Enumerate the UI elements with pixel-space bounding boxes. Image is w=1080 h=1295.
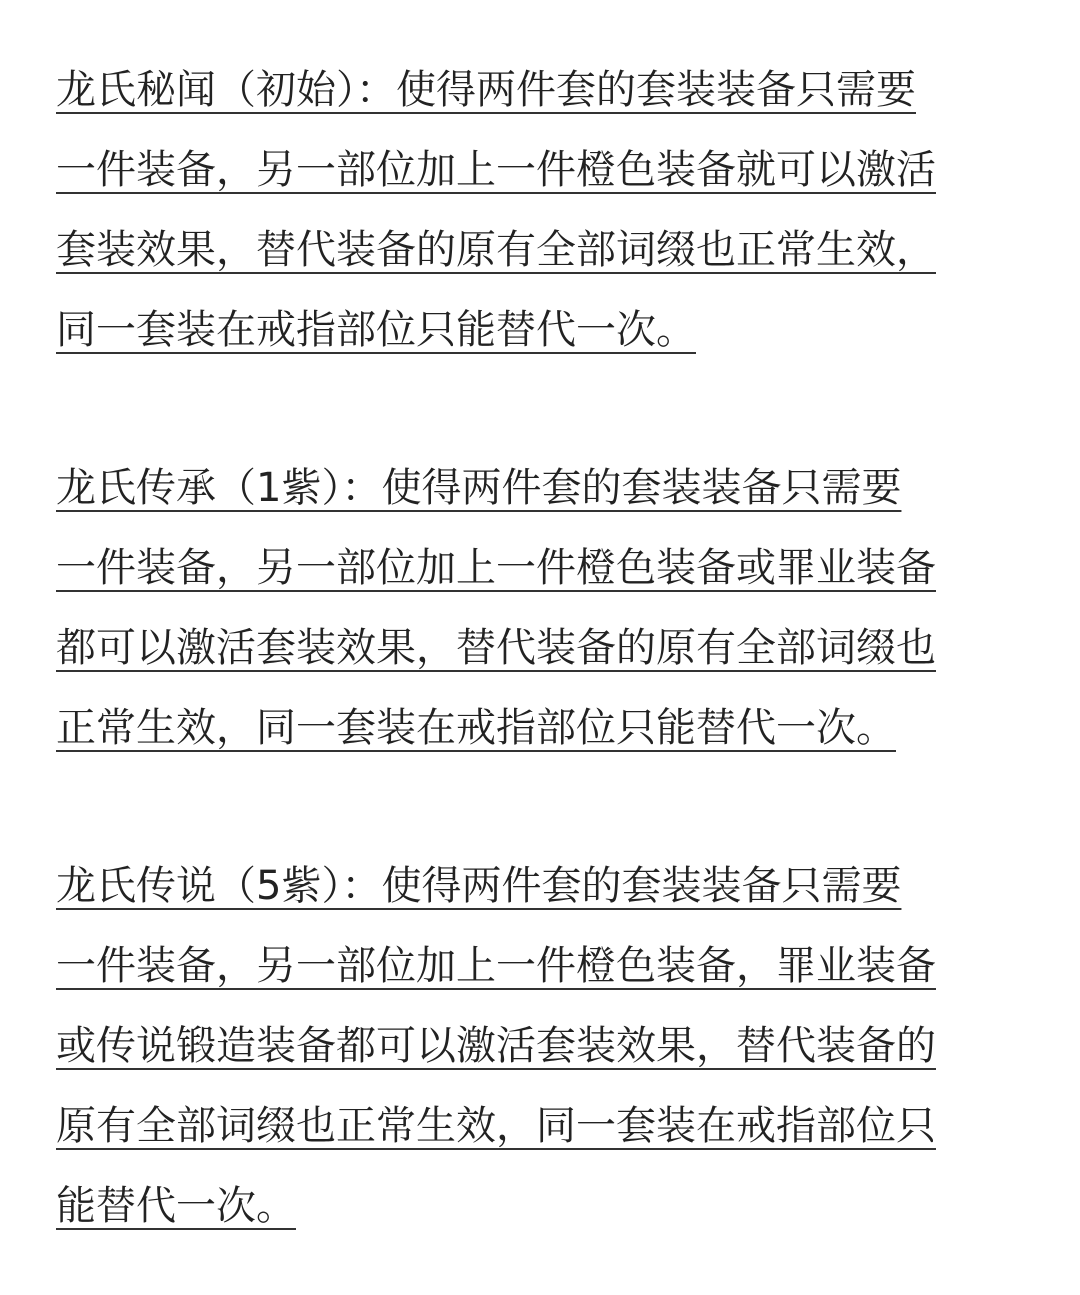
text-line: 原有全部词缀也正常生效，同一套装在戒指部位只 [56, 1103, 936, 1149]
text-line: 正常生效，同一套装在戒指部位只能替代一次。 [56, 705, 896, 751]
text-line: 一件装备，另一部位加上一件橙色装备就可以激活 [56, 147, 936, 193]
text-line: 一件装备，另一部位加上一件橙色装备，罪业装备 [56, 943, 936, 989]
paragraph-longshi-chuancheng [56, 448, 1028, 768]
text-line: 能替代一次。 [56, 1183, 296, 1229]
paragraph-longshi-chuanshuo [56, 846, 1028, 1246]
paragraph-longshi-mimen [56, 50, 1028, 370]
text-line: 一件装备，另一部位加上一件橙色装备或罪业装备 [56, 545, 936, 591]
text-line: 都可以激活套装效果，替代装备的原有全部词缀也 [56, 625, 936, 671]
text-line: 或传说锻造装备都可以激活套装效果，替代装备的 [56, 1023, 936, 1069]
text-line: 龙氏传说（5紫）：使得两件套的套装装备只需要 [56, 863, 902, 909]
text-line: 龙氏秘闻（初始）：使得两件套的套装装备只需要 [56, 67, 916, 113]
text-line: 龙氏传承（1紫）：使得两件套的套装装备只需要 [56, 465, 902, 511]
text-line: 套装效果，替代装备的原有全部词缀也正常生效， [56, 227, 936, 273]
text-line: 同一套装在戒指部位只能替代一次。 [56, 307, 696, 353]
